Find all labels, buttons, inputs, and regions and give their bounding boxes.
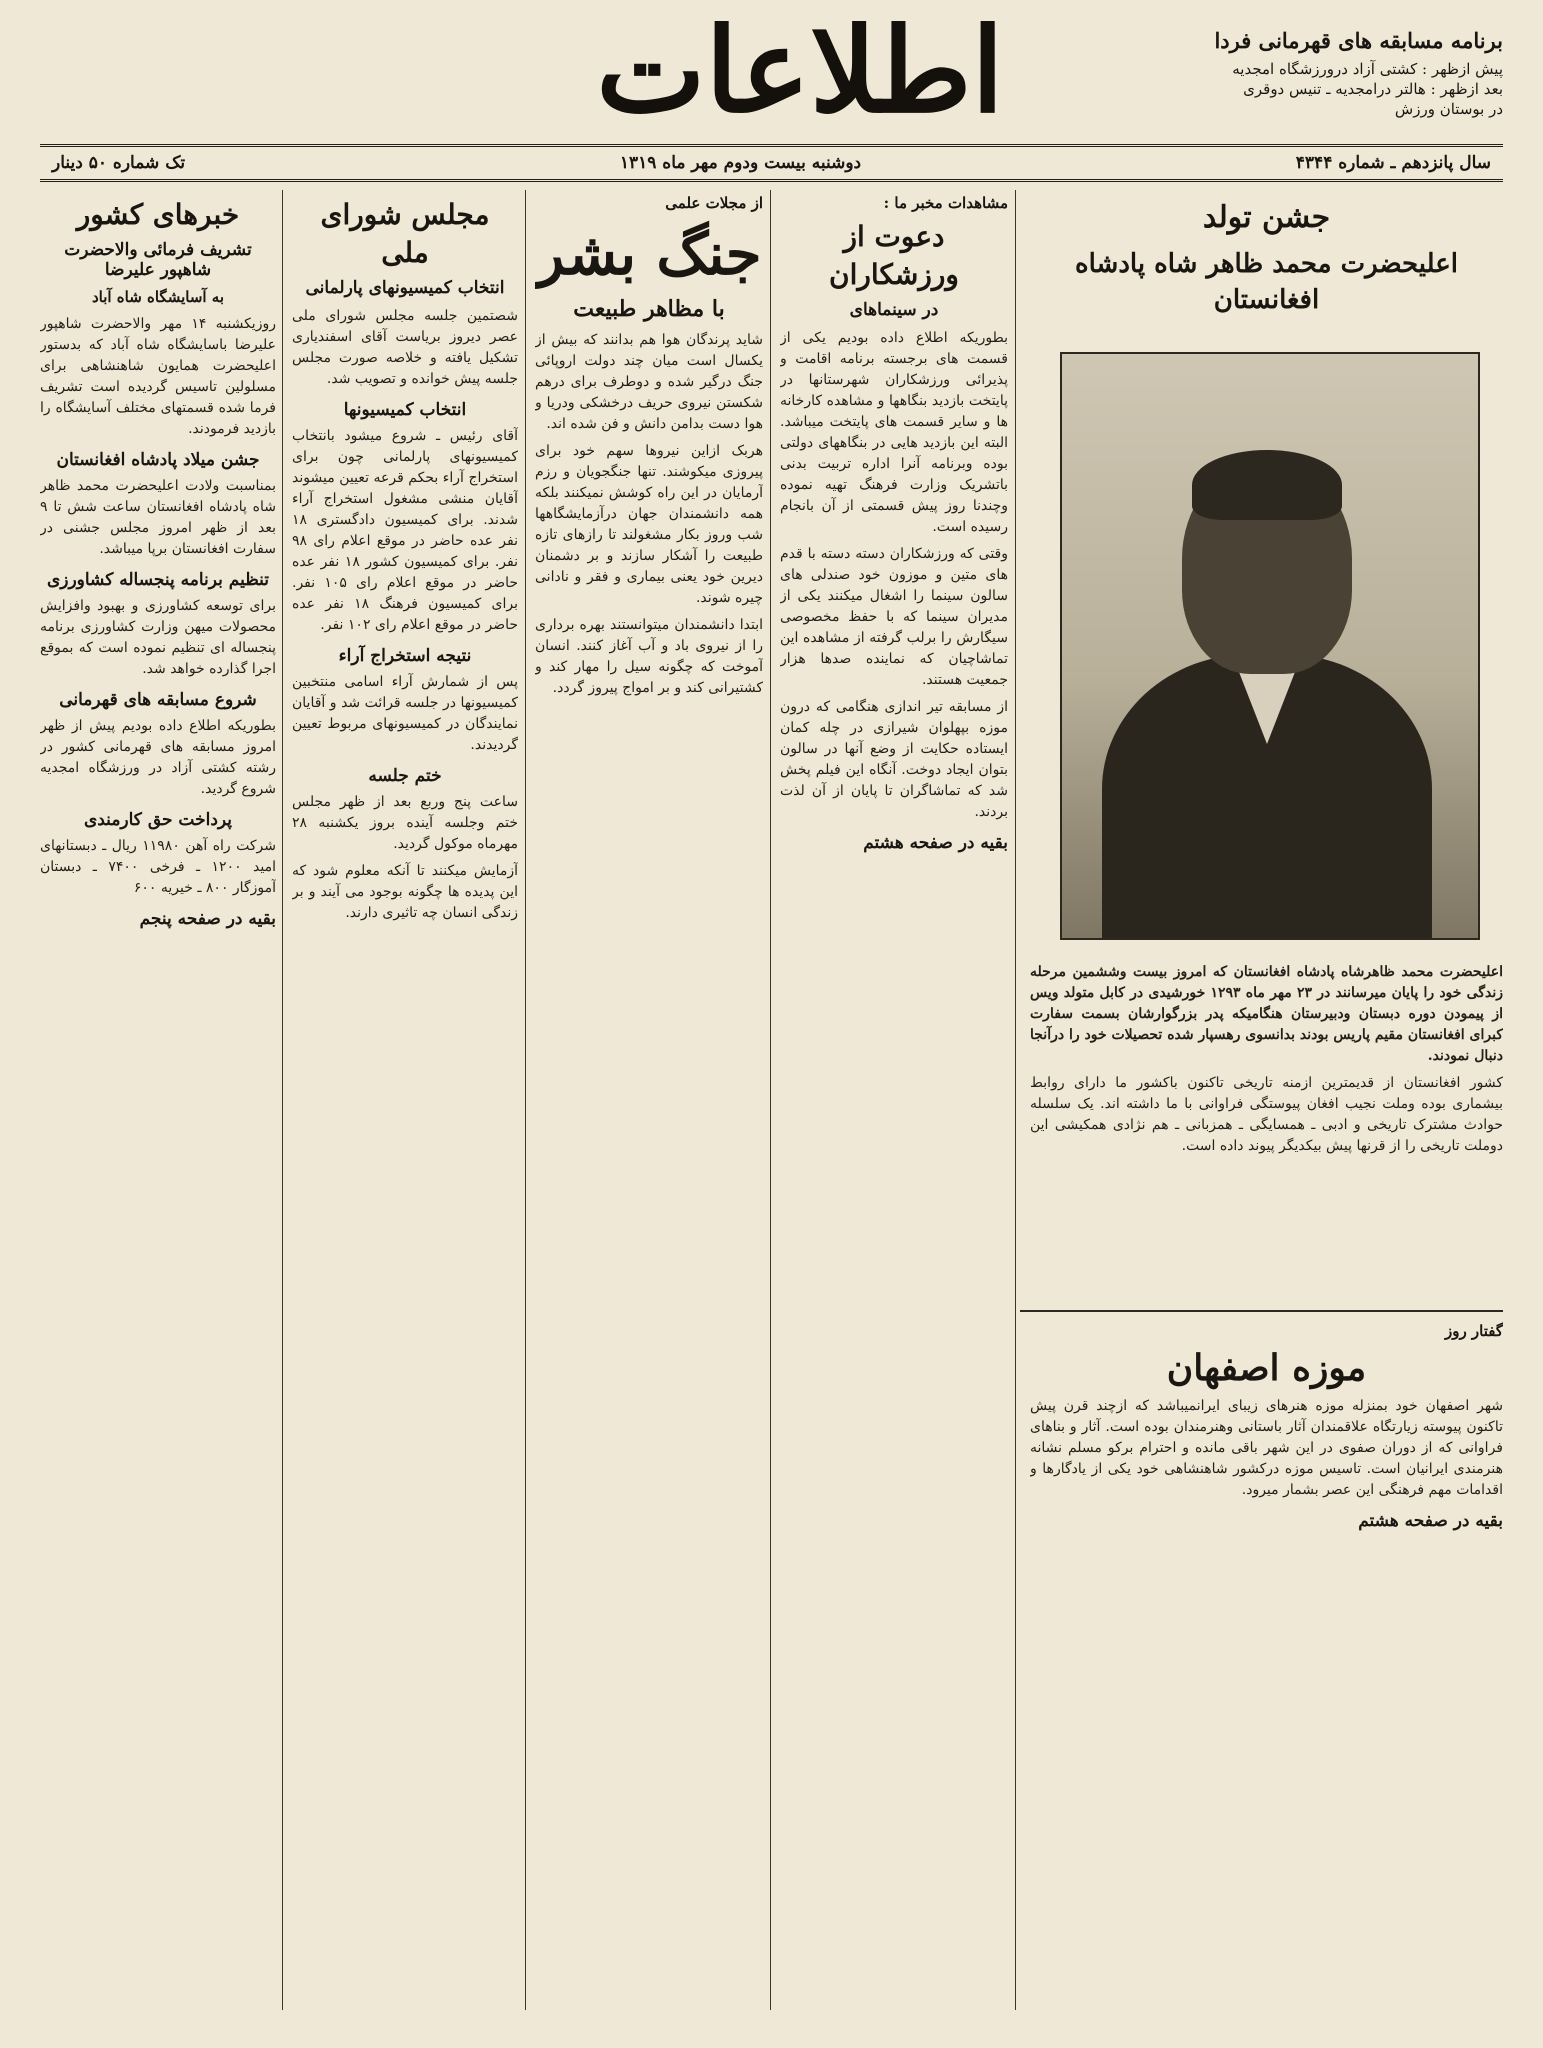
article-paragraph: شاید پرندگان هوا هم بدانند که بیش از یکسال است میان چند دولت اروپائی جنگ درگیر شده و دوطرف برای درهم شکستن نیروی حریف درخشکی ودریا و هوا دست بدامن دانش و فن شده اند. bbox=[535, 332, 763, 432]
article-paragraph: کشور افغانستان از قدیمترین ازمنه تاریخی تاکنون باکشور ما دارای روابط بیشماری بوده وملت نجیب افغان پیوستگی فراوانی با ما داشته اند. یک سلسله حوادث مشترک تاریخی و ادبی ـ همسایگی ـ همزبانی ـ هم نژادی همکیشی این دوملت تاریخی را از قرنها پیش بیکدیگر پیوند داده است. bbox=[1030, 1075, 1503, 1154]
article-subhead: در سینماهای bbox=[849, 300, 939, 320]
article-paragraph: وقتی که ورزشکاران دسته دسته با قدم های متین و موزون خود صندلی های سالون سینما را اشغال میکنند یکی از مدیران سینما که با حفظ مخصوصی سیگارش را برلب گرفته از مشاهده این تماشاچیان که نماینده صدها هزار جمعیت هستند. bbox=[780, 546, 1008, 688]
column-divider bbox=[282, 190, 283, 2010]
article-headline: موزه اصفهان bbox=[1166, 1347, 1367, 1389]
photo-caption: اعلیحضرت محمد ظاهرشاه پادشاه افغانستان که امروز بیست وششمین مرحله زندگی خود را پایان میرسانند در ۲۳ مهر ماه ۱۲۹۳ خورشیدی در کابل متولد ویس از پیمودن دوره دبستان ودبیرستان هنگامیکه پدر بزرگوارشان بسمت سفارت کبرای افغانستان مقیم پاریس بودند بدانسوی رهسپار شده تحصیلات خود را درآنجا دنبال نمودند. bbox=[1030, 964, 1503, 1064]
newspaper-logo: اطلاعات bbox=[596, 2, 1004, 139]
contest-line: بعد ازظهر : هالتر درامجدیه ـ تنیس دوقری bbox=[1243, 80, 1503, 98]
section-title: ختم جلسه bbox=[368, 766, 442, 786]
king-portrait-photo bbox=[1060, 352, 1480, 940]
article-kicker: از مجلات علمی bbox=[665, 194, 763, 212]
article-national-news bbox=[40, 190, 276, 2020]
issue-date: دوشنبه بیست ودوم مهر ماه ۱۳۱۹ bbox=[619, 153, 862, 173]
article-athletes-invitation bbox=[780, 190, 1008, 2020]
continued-note: بقیه در صفحه پنجم bbox=[139, 909, 276, 929]
article-paragraph: روزیکشنبه ۱۴ مهر والاحضرت شاهپور علیرضا باسایشگاه شاه آباد که بدستور اعلیحضرت همایون شاهنشاهی برای مسلولین تاسیس گردیده است تشریف فرما شده قسمتهای مختلف آسایشگاه را بازدید فرمودند. bbox=[40, 316, 276, 437]
article-headline: جنگ بشر bbox=[536, 220, 762, 288]
article-paragraph: برای توسعه کشاورزی و بهبود وافزایش محصولات میهن وزارت کشاورزی برنامه پنجساله ای تنظیم نموده است که بموقع اجرا گذارده خواهد شد. bbox=[40, 598, 276, 677]
contest-schedule-box bbox=[1063, 28, 1503, 119]
article-kicker: مشاهدات مخبر ما : bbox=[883, 194, 1008, 212]
article-subhead: انتخاب کمیسیونهای پارلمانی bbox=[305, 278, 505, 298]
article-subhead: تشریف فرمائی والاحضرت شاهپور علیرضا bbox=[64, 240, 252, 280]
dateline-bar bbox=[40, 144, 1503, 182]
section-divider bbox=[1020, 1310, 1503, 1312]
article-headline: خبرهای کشور bbox=[76, 198, 240, 231]
continued-note: بقیه در صفحه هشتم bbox=[1358, 1511, 1503, 1531]
column-divider bbox=[1015, 190, 1016, 2010]
article-headline: مجلس شورای ملی bbox=[320, 198, 490, 269]
article-paragraph: شهر اصفهان خود بمنزله موزه هنرهای زیبای ایرانمیباشد که ازچند قرن پیش تاکنون پیوسته زیارتگاه علاقمندان آثار باستانی وهنرمندان بوده است. آثار و بناهای فراوانی که از دوران صفوی در این شهر باقی مانده و احترام برکو مسلم نشانه هنرمندی ایرانیان است. تاسیس موزه درکشور شاهنشاهی خود یکی از یادگارها و اقدامات مهم فرهنگی این عصر بشمار میرود. bbox=[1030, 1398, 1503, 1498]
article-paragraph: از مسابقه تیر اندازی هنگامی که درون موزه بپهلوان شیرازی در چله کمان ایستاده حکایت از وضع آنها در سالون بتوان ایجاد دوخت. آنگاه این فیلم پخش شد که تماشاگران تا پایان از آن لذت بردند. bbox=[780, 699, 1008, 820]
article-subhead: با مظاهر طبیعت bbox=[573, 296, 725, 322]
contest-line: در بوستان ورزش bbox=[1394, 100, 1503, 118]
issue-price: تک شماره ۵۰ دینار bbox=[52, 153, 186, 173]
column-divider bbox=[525, 190, 526, 2010]
issue-number: سال پانزدهم ـ شماره ۴۳۴۴ bbox=[1295, 153, 1491, 173]
article-paragraph: پس از شمارش آراء اسامی منتخبین کمیسیونها در جلسه قرائت شد و آقایان نمایندگان در کمیسیونهای مربوط تعیین گردیدند. bbox=[292, 674, 518, 753]
contest-line: پیش ازظهر : کشتی آزاد درورزشگاه امجدیه bbox=[1232, 60, 1503, 78]
article-paragraph: ساعت پنج وربع بعد از ظهر مجلس ختم وجلسه آینده بروز یکشنبه ۲۸ مهرماه موکول گردید. bbox=[292, 794, 518, 852]
article-subhead: به آسایشگاه شاه آباد bbox=[91, 288, 225, 306]
article-paragraph: آقای رئیس ـ شروع میشود بانتخاب کمیسیونهای پارلمانی چون برای استخراج آراء بحکم قرعه تعیین میشوند آقایان منشی مشغول استخراج آراء شدند. برای کمیسیون دادگستری ۱۸ نفر عده حاضر در موقع اعلام رای ۹۸ نفر. برای کمیسیون کشور ۱۸ نفر عده حاضر در موقع اعلام رای ۱۰۵ نفر. برای کمیسیون فرهنگ ۱۸ نفر عده حاضر در موقع اعلام رای ۱۰۲ نفر. bbox=[292, 428, 518, 633]
portrait-hair bbox=[1192, 450, 1342, 520]
section-title: شروع مسابقه های قهرمانی bbox=[59, 690, 257, 710]
article-headline: دعوت از ورزشکاران bbox=[829, 220, 959, 291]
article-paragraph: آزمایش میکنند تا آنکه معلوم شود که این پدیده ها چگونه بوجود می آیند و بر زندگی انسان چه تاثیری دارند. bbox=[292, 863, 518, 921]
article-headline: اعلیحضرت محمد ظاهر شاه پادشاه افغانستان bbox=[1074, 249, 1458, 315]
article-paragraph: شرکت راه آهن ۱۱۹۸۰ ریال ـ دبستانهای امید ۱۲۰۰ ـ فرخی ۷۴۰۰ ـ دبستان آموزگار ۸۰۰ ـ خیریه ۶۰۰ bbox=[40, 838, 276, 896]
column-divider bbox=[770, 190, 771, 2010]
section-title: جشن میلاد پادشاه افغانستان bbox=[56, 450, 260, 470]
section-title: انتخاب کمیسیونها bbox=[343, 400, 467, 420]
section-title: نتیجه استخراج آراء bbox=[338, 646, 472, 666]
article-isfahan-museum bbox=[1030, 1318, 1503, 2028]
article-paragraph: ابتدا دانشمندان میتوانستند بهره برداری را از نیروی باد و آب آغاز کنند. انسان آموخت که چگونه سیل را مهار کند و کشتیرانی کند و بر امواج پیروز گردد. bbox=[535, 617, 763, 696]
article-paragraph: شصتمین جلسه مجلس شورای ملی عصر دیروز بریاست آقای اسفندیاری تشکیل یافته و خلاصه صورت مجلس جلسه پیش خوانده و تصویب شد. bbox=[292, 308, 518, 387]
article-paragraph: بطوریکه اطلاع داده بودیم یکی از قسمت های برجسته برنامه اقامت و پذیرائی ورزشکاران شهرستانها در پایتخت بازدید بنگاهها و مشاهده کارخانه ها و سایر قسمت های پایتخت میباشد. البته این بازدید هایی در بنگاههای دولتی بوده وبرنامه آنرا اداره تربیت بدنی باتشریک وزارت فرهنگ تهیه نموده وچندنا روز پیش قسمتی از آن بانجام رسیده است. bbox=[780, 330, 1008, 535]
continued-note: بقیه در صفحه هشتم bbox=[863, 833, 1008, 853]
article-paragraph: بطوریکه اطلاع داده بودیم پیش از ظهر امروز مسابقه های قهرمانی کشور در رشته کشتی آزاد در ورزشگاه امجدیه شروع گردید. bbox=[40, 718, 276, 797]
section-title: تنظیم برنامه پنجساله کشاورزی bbox=[46, 570, 270, 590]
section-title: پرداخت حق کارمندی bbox=[83, 810, 233, 830]
article-paragraph: هربک ازاین نیروها سهم خود برای پیروزی میکوشند. تنها جنگجویان و رزم آرمایان در این راه کوشش نمیکنند بلکه همه دانشمندان جهان درآزمایشگاهها شب وروز بکار مشغولند تا رازهای تازه طبیعت را آشکار سازند و بر دشمنان دیرین خود یعنی بیماری و فقر و نادانی چیره شوند. bbox=[535, 443, 763, 606]
section-label: گفتار روز bbox=[1444, 1322, 1503, 1340]
article-parliament bbox=[292, 190, 518, 2020]
masthead bbox=[0, 0, 1543, 140]
article-kicker-headline: جشن تولد bbox=[1202, 200, 1331, 235]
article-human-vs-nature bbox=[535, 190, 763, 2020]
article-paragraph: بمناسبت ولادت اعلیحضرت محمد ظاهر شاه پادشاه افغانستان ساعت شش تا ۹ بعد از ظهر امروز مجلس جشنی در سفارت افغانستان برپا میباشد. bbox=[40, 478, 276, 557]
contest-title: برنامه مسابقه های قهرمانی فردا bbox=[1214, 28, 1503, 53]
